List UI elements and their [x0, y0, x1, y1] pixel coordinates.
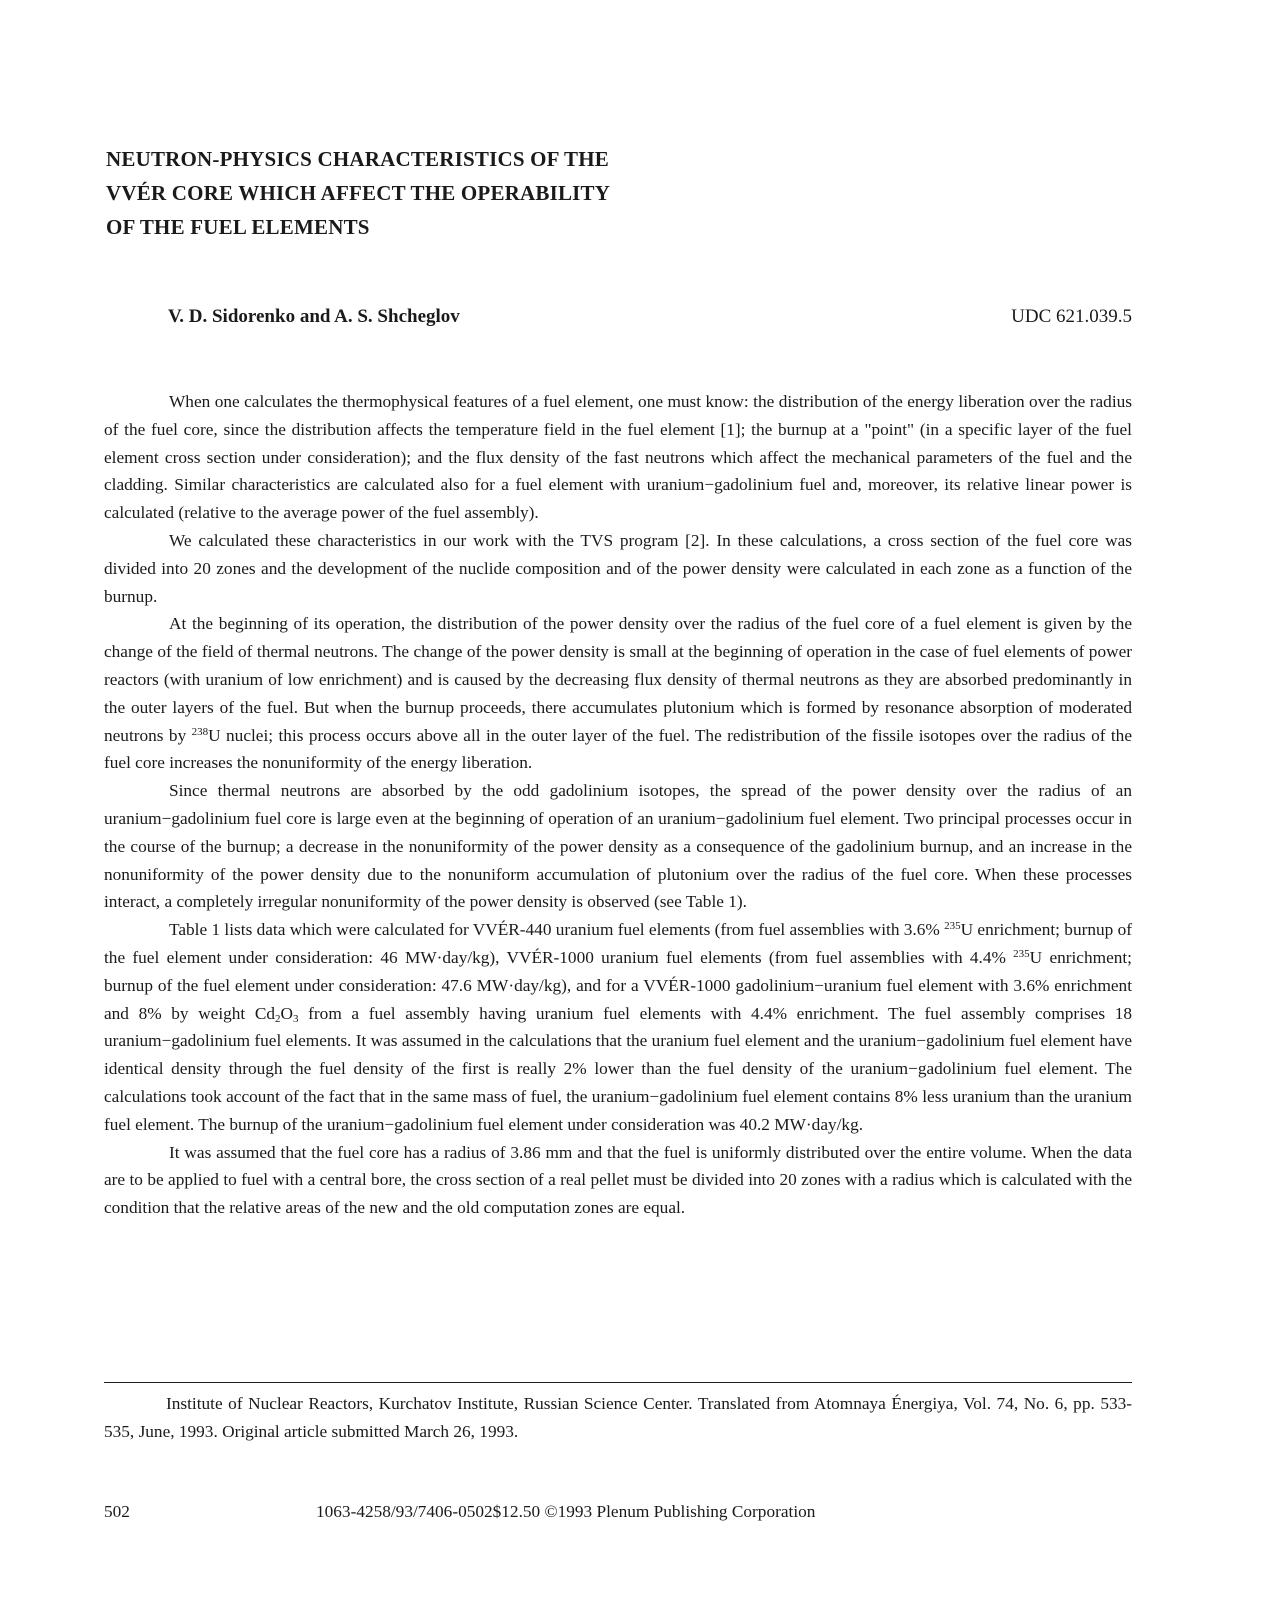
paragraph-5-text-a: Table 1 lists data which were calculated for VVÉR-440 uranium fuel elements (from fuel assemblies with 3.6% — [169, 920, 945, 940]
footnote — [104, 1390, 1132, 1446]
formula-subscript: 3 — [293, 1012, 299, 1025]
isotope-superscript: 235 — [1013, 947, 1030, 960]
paragraph-2: We calculated these characteristics in our work with the TVS program [2]. In these calculations, a cross section of the fuel core was divided into 20 zones and the development of the nuclide composition and of the power density were calculated in each zone as a function of the burnup. — [104, 530, 1132, 606]
title-line-3: OF THE FUEL ELEMENTS — [106, 215, 370, 239]
article-title — [106, 142, 806, 244]
formula-subscript: 2 — [275, 1012, 281, 1025]
publisher-imprint: 1063-4258/93/7406-0502$12.50 ©1993 Plenum Publishing Corporation — [316, 1502, 816, 1521]
paragraph-4: Since thermal neutrons are absorbed by the odd gadolinium isotopes, the spread of the power density over the radius of an uranium−gadolinium fuel core is large even at the beginning of operation of an uranium−gadolinium fuel element. Two principal processes occur in the course of the burnup; a decrease in the nonuniformity of the power density as a consequence of the gadolinium burnup, and an increase in the nonuniformity of the power density due to the nonuniform accumulation of plutonium over the radius of the fuel core. When these processes interact, a completely irregular nonuniformity of the power density is observed (see Table 1). — [104, 781, 1132, 912]
paragraph-5-text-b: U enrichment; burnup of the fuel element under consideration: 46 MW·day/kg), VVÉR-1000 uranium fuel elements (from fuel assemblies with 4.4% — [104, 920, 1132, 967]
title-line-1: NEUTRON-PHYSICS CHARACTERISTICS OF THE — [106, 147, 609, 171]
paragraph-5 — [104, 916, 1132, 1138]
isotope-superscript: 238 — [191, 725, 209, 738]
paragraph-5-text-d: O — [280, 1003, 294, 1023]
paragraph-5-text-e: from a fuel assembly having uranium fuel elements with 4.4% enrichment. The fuel assembly comprises 18 uranium−gadolinium fuel elements. It was assumed in the calculations that the uranium fuel element and the uranium−gadolinium fuel element have identical density through the fuel density of the first is really 2% lower than the fuel density of the uranium−gadolinium fuel element. The calculations took account of the fact that in the same mass of fuel, the uranium−gadolinium fuel element contains 8% less uranium than the uranium fuel element. The burnup of the uranium−gadolinium fuel element under consideration was 40.2 MW·day/kg. — [104, 1003, 1132, 1134]
paragraph-5-text-c: U enrichment; burnup of the fuel element under consideration: 47.6 MW·day/kg), and for a VVÉR-1000 gadolinium−uranium fuel element with 3.6% enrichment and 8% by weight Cd — [104, 947, 1132, 1023]
paragraph-3 — [104, 610, 1132, 777]
page-number: 502 — [104, 1502, 130, 1521]
paragraph-1: When one calculates the thermophysical features of a fuel element, one must know: the distribution of the energy liberation over the radius of the fuel core, since the distribution affects the temperature field in the fuel element [1]; the burnup at a "point" (in a specific layer of the fuel element cross section under consideration); and the flux density of the fast neutrons which affect the mechanical parameters of the fuel and the cladding. Similar characteristics are calculated also for a fuel element with uranium−gadolinium fuel and, moreover, its relative linear power is calculated (relative to the average power of the fuel assembly). — [104, 392, 1132, 523]
isotope-superscript: 235 — [944, 920, 961, 933]
footnote-text: Institute of Nuclear Reactors, Kurchatov Institute, Russian Science Center. Translated from Atomnaya Énergiya, Vol. 74, No. 6, pp. 533-535, June, 1993. Original article submitted March 26, 1993. — [104, 1394, 1132, 1441]
paragraph-6: It was assumed that the fuel core has a radius of 3.86 mm and that the fuel is uniformly distributed over the entire volume. When the data are to be applied to fuel with a central bore, the cross section of a real pellet must be divided into 20 zones with a radius which is calculated with the condition that the relative areas of the new and the old computation zones are equal. — [104, 1142, 1132, 1218]
title-line-2: VVÉR CORE WHICH AFFECT THE OPERABILITY — [106, 181, 611, 205]
udc-code: UDC 621.039.5 — [1011, 306, 1132, 327]
article-body — [104, 388, 1132, 1222]
paragraph-3-text-a: At the beginning of its operation, the distribution of the power density over the radius of the fuel core of a fuel element is given by the change of the field of thermal neutrons. The change of the power density is small at the beginning of operation in the case of fuel elements of power reactors (with uranium of low enrichment) and is caused by the decreasing flux density of thermal neutrons as they are absorbed predominantly in the outer layers of the fuel. But when the burnup proceeds, there accumulates plutonium which is formed by resonance absorption of moderated neutrons by — [104, 614, 1132, 745]
authors: V. D. Sidorenko and A. S. Shcheglov — [168, 306, 460, 327]
footnote-divider — [104, 1382, 1132, 1383]
paragraph-3-text-b: U nuclei; this process occurs above all in the outer layer of the fuel. The redistribution of the fissile isotopes over the radius of the fuel core increases the nonuniformity of the energy liberation. — [104, 725, 1132, 773]
